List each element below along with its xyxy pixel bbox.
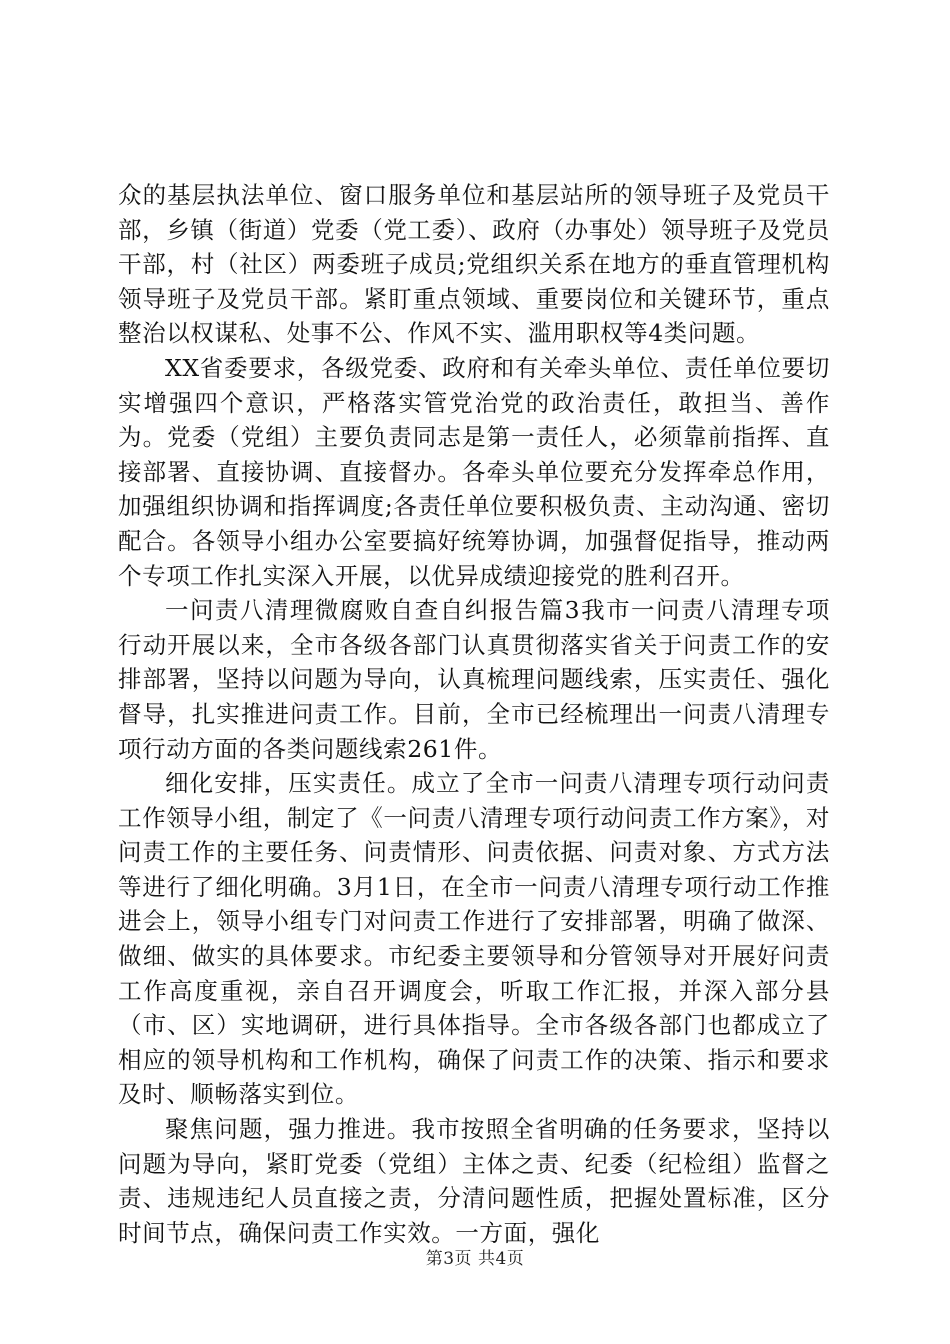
paragraph-focus-problems: 聚焦问题，强力推进。我市按照全省明确的任务要求，坚持以问题为导向，紧盯党委（党组）主体之责、纪委（纪检组）监督之责、违规违纪人员直接之责，分清问题性质，把握处置标准，区分时间节点，确保问责工作实效。一方面，强化 <box>118 1115 830 1247</box>
page-number-footer: 第3页 共4页 <box>425 1249 525 1269</box>
paragraph-detailed-arrangement: 细化安排，压实责任。成立了全市一问责八清理专项行动问责工作领导小组，制定了《一问责八清理专项行动问责工作方案》，对问责工作的主要任务、问责情形、问责依据、问责对象、方式方法等进行了细化明确。3月1日，在全市一问责八清理专项行动工作推进会上，领导小组专门对问责工作进行了安排部署，明确了做深、做细、做实的具体要求。市纪委主要领导和分管领导对开展好问责工作高度重视，亲自召开调度会，听取工作汇报，并深入部分县（市、区）实地调研，进行具体指导。全市各级各部门也都成立了相应的领导机构和工作机构，确保了问责工作的决策、指示和要求及时、顺畅落实到位。 <box>118 769 830 1109</box>
paragraph-continued: 众的基层执法单位、窗口服务单位和基层站所的领导班子及党员干部，乡镇（街道）党委（党工委）、政府（办事处）领导班子及党员干部，村（社区）两委班子成员;党组织关系在地方的垂直管理机构领导班子及党员干部。紧盯重点领域、重要岗位和关键环节，重点整治以权谋私、处事不公、作风不实、滥用职权等4类问题。 <box>118 181 830 348</box>
document-body <box>118 178 830 1250</box>
paragraph-report-intro: 一问责八清理微腐败自查自纠报告篇3我市一问责八清理专项行动开展以来，全市各级各部门认真贯彻落实省关于问责工作的安排部署，坚持以问题为导向，认真梳理问题线索，压实责任、强化督导，扎实推进问责工作。目前，全市已经梳理出一问责八清理专项行动方面的各类问题线索261件。 <box>118 596 830 763</box>
paragraph-provincial-requirements: XX省委要求，各级党委、政府和有关牵头单位、责任单位要切实增强四个意识，严格落实管党治党的政治责任，敢担当、善作为。党委（党组）主要负责同志是第一责任人，必须靠前指挥、直接部署、直接协调、直接督办。各牵头单位要充分发挥牵总作用，加强组织协调和指挥调度;各责任单位要积极负责、主动沟通、密切配合。各领导小组办公室要搞好统筹协调，加强督促指导，推动两个专项工作扎实深入开展，以优异成绩迎接党的胜利召开。 <box>118 353 830 590</box>
